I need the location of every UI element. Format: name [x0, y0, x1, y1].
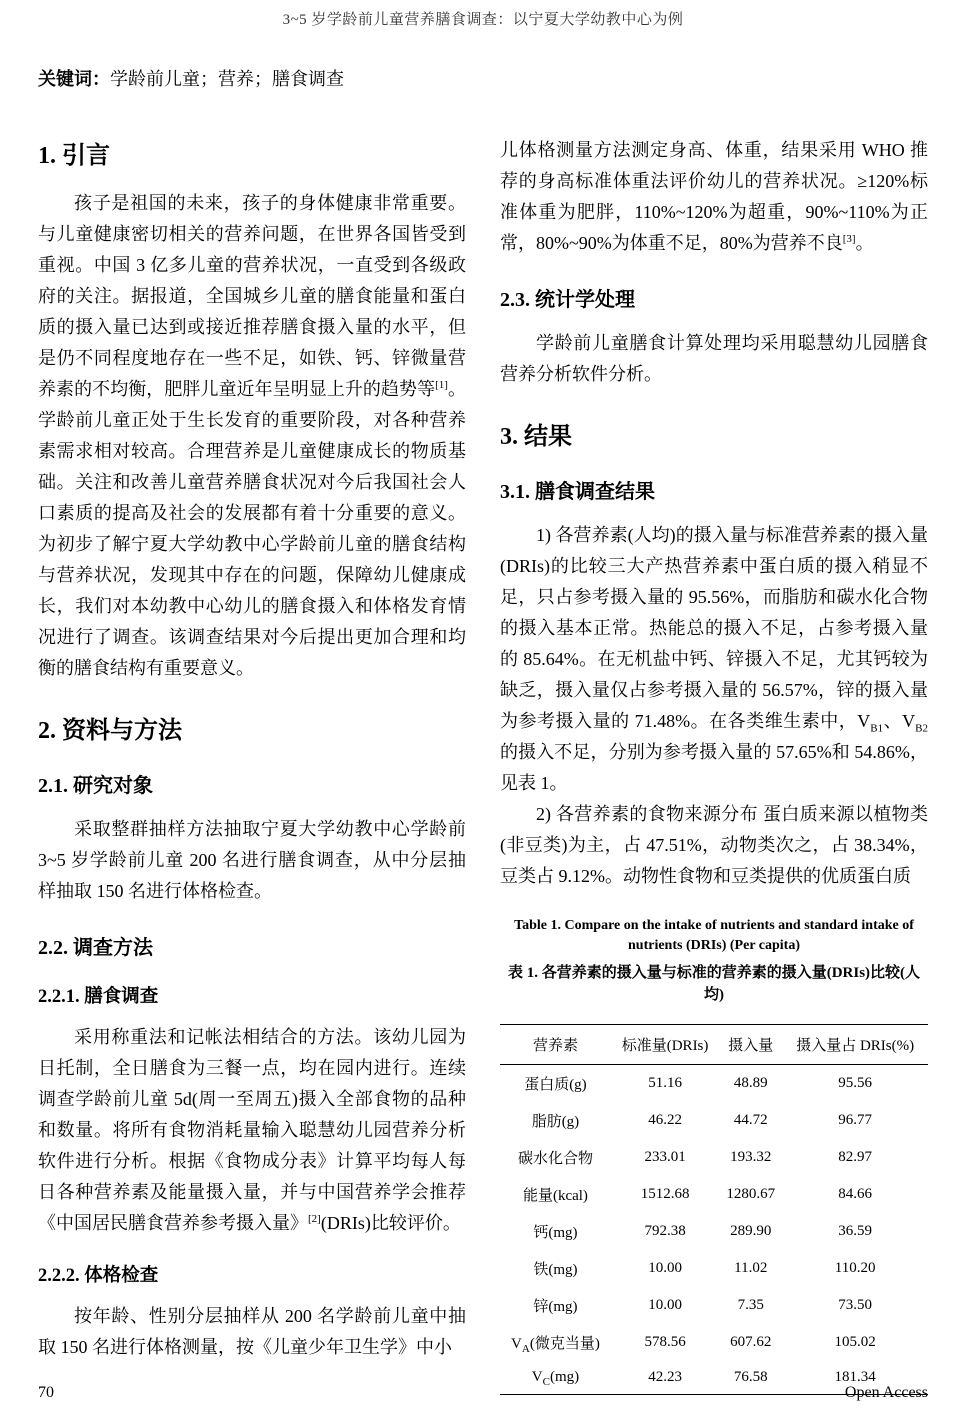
table-row: [500, 1065, 928, 1103]
table-cell-standard: 578.56: [644, 1334, 686, 1350]
column-header-standard: 标准量(DRIs): [621, 1038, 709, 1054]
table-header-row: [500, 1025, 928, 1065]
table-cell-percent: 110.20: [834, 1260, 876, 1276]
table-cell-nutrient: 钙(mg): [533, 1225, 578, 1241]
table-caption-english: Table 1. Compare on the intake of nutrients and standard intake of nutrients (DRIs) (Per capita): [514, 918, 914, 953]
section-3-1-heading: 3.1. 膳食调查结果: [500, 481, 655, 503]
table-cell-standard: 46.22: [648, 1112, 682, 1128]
table-cell-nutrient: 脂肪(g): [531, 1114, 580, 1130]
table-cell-percent: 95.56: [838, 1075, 873, 1091]
section-2-1-heading: 2.1. 研究对象: [38, 775, 153, 797]
table-cell-intake: 193.32: [730, 1149, 772, 1165]
table-cell-standard: 792.38: [644, 1223, 686, 1239]
table-row: [500, 1102, 928, 1139]
column-header-nutrient: 营养素: [532, 1038, 578, 1054]
table-cell-nutrient: $V_C(mg)$: [531, 1369, 580, 1388]
table-cell-percent: 181.34: [834, 1369, 876, 1385]
results-paragraph-1: 1) 各营养素(人均)的摄入量与标准营养素的摄入量(DRIs)的比较三大产热营养素中蛋白质的摄入稍显不足，只占参考摄入量的 95.56%，而脂肪和碳水化合物的摄入基本正常。热能总的摄入不足，占参考摄入量的 85.64%。在无机盐中钙、锌摄入不足，尤其钙较为缺乏，摄入量仅占参考摄入量的 56.57%，锌的摄入量为参考摄入量的 71.48%。在各类维生素中，$V_{B1}$、$V_{B2}$ 的摄入不足，分别为参考摄入量的 57.65%和 54.86%，见表 1。: [500, 525, 928, 793]
table-row: [500, 1139, 928, 1176]
keywords-text: 学龄前儿童；营养；膳食调查: [110, 69, 344, 89]
running-head: 3~5 岁学龄前儿童营养膳食调查：以宁夏大学幼教中心为例: [282, 12, 684, 28]
table-caption-chinese: 表 1. 各营养素的摄入量与标准的营养素的摄入量(DRIs)比较(人均): [507, 965, 921, 1003]
table-row: [500, 1250, 928, 1287]
table-cell-intake: 289.90: [730, 1223, 772, 1239]
table-cell-intake: 607.62: [730, 1334, 772, 1350]
section-2-2-1-heading: 2.2.1. 膳食调查: [38, 987, 159, 1007]
section-2-2-heading: 2.2. 调查方法: [38, 937, 153, 959]
column-header-intake: 摄入量: [728, 1038, 774, 1054]
physical-exam-paragraph: 按年龄、性别分层抽样从 200 名学龄前儿童中抽取 150 名进行体格测量，按《儿童少年卫生学》中小: [38, 1306, 466, 1357]
table-cell-intake: 7.35: [737, 1297, 764, 1313]
table-cell-percent: 73.50: [838, 1297, 873, 1313]
column-header-percent: 摄入量占 DRIs(%): [796, 1038, 915, 1054]
table-cell-standard: 10.00: [648, 1297, 682, 1313]
table-cell-intake: 48.89: [733, 1075, 768, 1091]
table-cell-standard: 51.16: [648, 1075, 682, 1091]
table-row: [500, 1176, 928, 1213]
table-body: [500, 1065, 928, 1395]
table-cell-nutrient: 碳水化合物: [517, 1151, 593, 1167]
table-cell-nutrient: $V_A$(微克当量): [511, 1336, 600, 1355]
statistics-paragraph: 学龄前儿童膳食计算处理均采用聪慧幼儿园膳食营养分析软件分析。: [500, 333, 928, 384]
page-number: 70: [38, 1384, 54, 1401]
table-cell-nutrient: 锌(mg): [533, 1299, 578, 1315]
table-cell-nutrient: 蛋白质(g): [524, 1077, 587, 1093]
section-1-heading: 1. 引言: [38, 143, 110, 169]
table-cell-percent: 105.02: [834, 1334, 876, 1350]
study-subjects-paragraph: 采取整群抽样方法抽取宁夏大学幼教中心学龄前 3~5 岁学龄前儿童 200 名进行膳食调查，从中分层抽样抽取 150 名进行体格检查。: [38, 819, 466, 901]
table-cell-intake: 76.58: [733, 1369, 768, 1385]
table-cell-standard: 1512.68: [640, 1186, 690, 1202]
left-column: [38, 135, 466, 1395]
nutrients-intake-table: [500, 1024, 928, 1395]
introduction-paragraph: 孩子是祖国的未来，孩子的身体健康非常重要。与儿童健康密切相关的营养问题，在世界各国皆受到重视。中国 3 亿多儿童的营养状况，一直受到各级政府的关注。据报道，全国城乡儿童的膳食能量和蛋白质的摄入量已达到或接近推荐膳食摄入量的水平，但是仍不同程度地存在一些不足，如铁、钙、锌微量营养素的不均衡，肥胖儿童近年呈明显上升的趋势等[1]。学龄前儿童正处于生长发育的重要阶段，对各种营养素需求相对较高。合理营养是儿童健康成长的物质基础。关注和改善儿童营养膳食状况对今后我国社会人口素质的提高及社会的发展都有着十分重要的意义。为初步了解宁夏大学幼教中心学龄前儿童的膳食结构与营养状况，发现其中存在的问题，保障幼儿健康成长，我们对本幼教中心幼儿的膳食摄入和体格发育情况进行了调查。该调查结果对今后提出更加合理和均衡的膳食结构有重要意义。: [38, 193, 467, 678]
two-column-body: [38, 135, 928, 1395]
page-footer: [38, 1384, 928, 1402]
open-access-label: Open Access: [844, 1384, 928, 1401]
section-2-heading: 2. 资料与方法: [38, 718, 182, 744]
table-cell-percent: 82.97: [838, 1149, 873, 1165]
table-row: [500, 1324, 928, 1361]
keywords-line: [38, 65, 928, 93]
diet-survey-method-paragraph: 采用称重法和记帐法相结合的方法。该幼儿园为日托制，全日膳食为三餐一点，均在园内进行。连续调查学龄前儿童 5d(周一至周五)摄入全部食物的品种和数量。将所有食物消耗量输入聪慧幼儿园营养分析软件进行分析。根据《食物成分表》计算平均每人每日各种营养素及能量摄入量，并与中国营养学会推荐《中国居民膳食营养参考摄入量》[2](DRIs)比较评价。: [38, 1027, 466, 1233]
table-cell-standard: 233.01: [644, 1149, 686, 1165]
table-cell-intake: 1280.67: [726, 1186, 776, 1202]
table-cell-percent: 36.59: [838, 1223, 873, 1239]
table-row: [500, 1213, 928, 1250]
table-row: [500, 1287, 928, 1324]
section-3-heading: 3. 结果: [500, 424, 572, 450]
keywords-label: 关键词：: [38, 69, 110, 89]
continuation-paragraph: 儿体格测量方法测定身高、体重，结果采用 WHO 推荐的身高标准体重法评价幼儿的营养状况。≥120%标准体重为肥胖，110%~120%为超重，90%~110%为正常，80%~90%为体重不足，80%为营养不良[3]。: [500, 140, 928, 253]
table-cell-intake: 44.72: [733, 1112, 768, 1128]
table-cell-percent: 84.66: [838, 1186, 873, 1202]
table-cell-intake: 11.02: [734, 1260, 768, 1276]
table-cell-nutrient: 能量(kcal): [522, 1188, 588, 1204]
table-cell-standard: 10.00: [648, 1260, 682, 1276]
table-cell-standard: 42.23: [648, 1369, 682, 1385]
table-cell-percent: 96.77: [838, 1112, 873, 1128]
results-paragraph-2: 2) 各营养素的食物来源分布 蛋白质来源以植物类(非豆类)为主，占 47.51%，动物类次之，占 38.34%，豆类占 9.12%。动物性食物和豆类提供的优质蛋白质: [500, 804, 928, 886]
section-2-3-heading: 2.3. 统计学处理: [500, 289, 635, 311]
right-column: [500, 135, 928, 1395]
table-cell-nutrient: 铁(mg): [533, 1262, 578, 1278]
section-2-2-2-heading: 2.2.2. 体格检查: [38, 1266, 159, 1286]
